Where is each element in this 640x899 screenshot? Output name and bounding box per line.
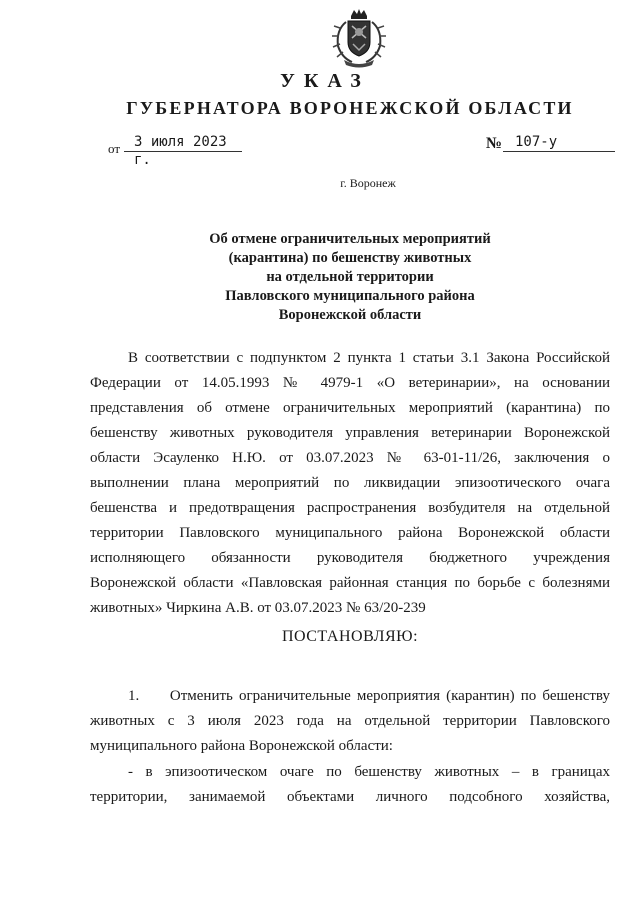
item-line: 1. Отменить ограничительные мероприятия (карантин) по бешенству	[128, 688, 610, 704]
heading-line: Воронежской области	[278, 307, 422, 323]
preamble-line: представления об отмене ограничительных мероприятий (карантина) по	[90, 400, 610, 416]
heading-line: (карантина) по бешенству животных	[228, 250, 472, 266]
preamble-line: выполнении плана мероприятий по ликвидации эпизоотического очага	[90, 475, 610, 491]
preamble-line: Воронежской области «Павловская районная станция по борьбе с болезнями	[90, 575, 610, 591]
number-sign: №	[486, 135, 503, 152]
item-line: животных с 3 июля 2023 года на отдельной территории Павловского	[90, 713, 610, 729]
preamble-line: территории Павловского муниципального района Воронежской области	[90, 525, 610, 541]
heading-line: Павловского муниципального района	[225, 288, 475, 304]
document-issuer: ГУБЕРНАТОРА ВОРОНЕЖСКОЙ ОБЛАСТИ	[126, 98, 574, 118]
date-prefix: от	[108, 141, 121, 156]
heading-line: Об отмене ограничительных мероприятий	[209, 231, 491, 247]
document-number: 107-у	[503, 133, 615, 152]
preamble-line: области Эсауленко Н.Ю. от 03.07.2023 № 63-01-11/26, заключения о	[90, 450, 610, 466]
item-1-paragraph	[90, 684, 610, 759]
preamble-paragraph	[90, 346, 610, 621]
preamble-line: исполняющего обязанности руководителя бюджетного учреждения	[90, 550, 610, 566]
decree-word: ПОСТАНОВЛЯЮ:	[281, 628, 419, 645]
city-label: г. Воронеж	[340, 176, 396, 190]
document-date: 3 июля 2023 г.	[124, 133, 242, 152]
item-sub-line: - в эпизоотическом очаге по бешенству животных – в границах	[128, 764, 610, 780]
preamble-line: В соответствии с подпунктом 2 пункта 1 статьи 3.1 Закона Российской	[128, 350, 610, 366]
coat-of-arms-emblem	[330, 8, 388, 68]
heading-line: на отдельной территории	[266, 269, 434, 285]
document-title: УКАЗ	[280, 70, 370, 92]
item-sub-line: территории, занимаемой объектами личного подсобного хозяйства,	[90, 789, 610, 805]
preamble-line: Федерации от 14.05.1993 № 4979-1 «О ветеринарии», на основании	[90, 375, 610, 391]
preamble-line: бешенства и предотвращения распространения возбудителя на отдельной	[90, 500, 610, 516]
preamble-line: бешенству животных руководителя управления ветеринарии Воронежской	[90, 425, 610, 441]
preamble-line: животных» Чиркина А.В. от 03.07.2023 № 63/20-239	[90, 600, 426, 616]
document-heading	[180, 230, 520, 325]
item-1-subparagraph	[90, 760, 610, 810]
item-line: муниципального района Воронежской области:	[90, 738, 393, 754]
